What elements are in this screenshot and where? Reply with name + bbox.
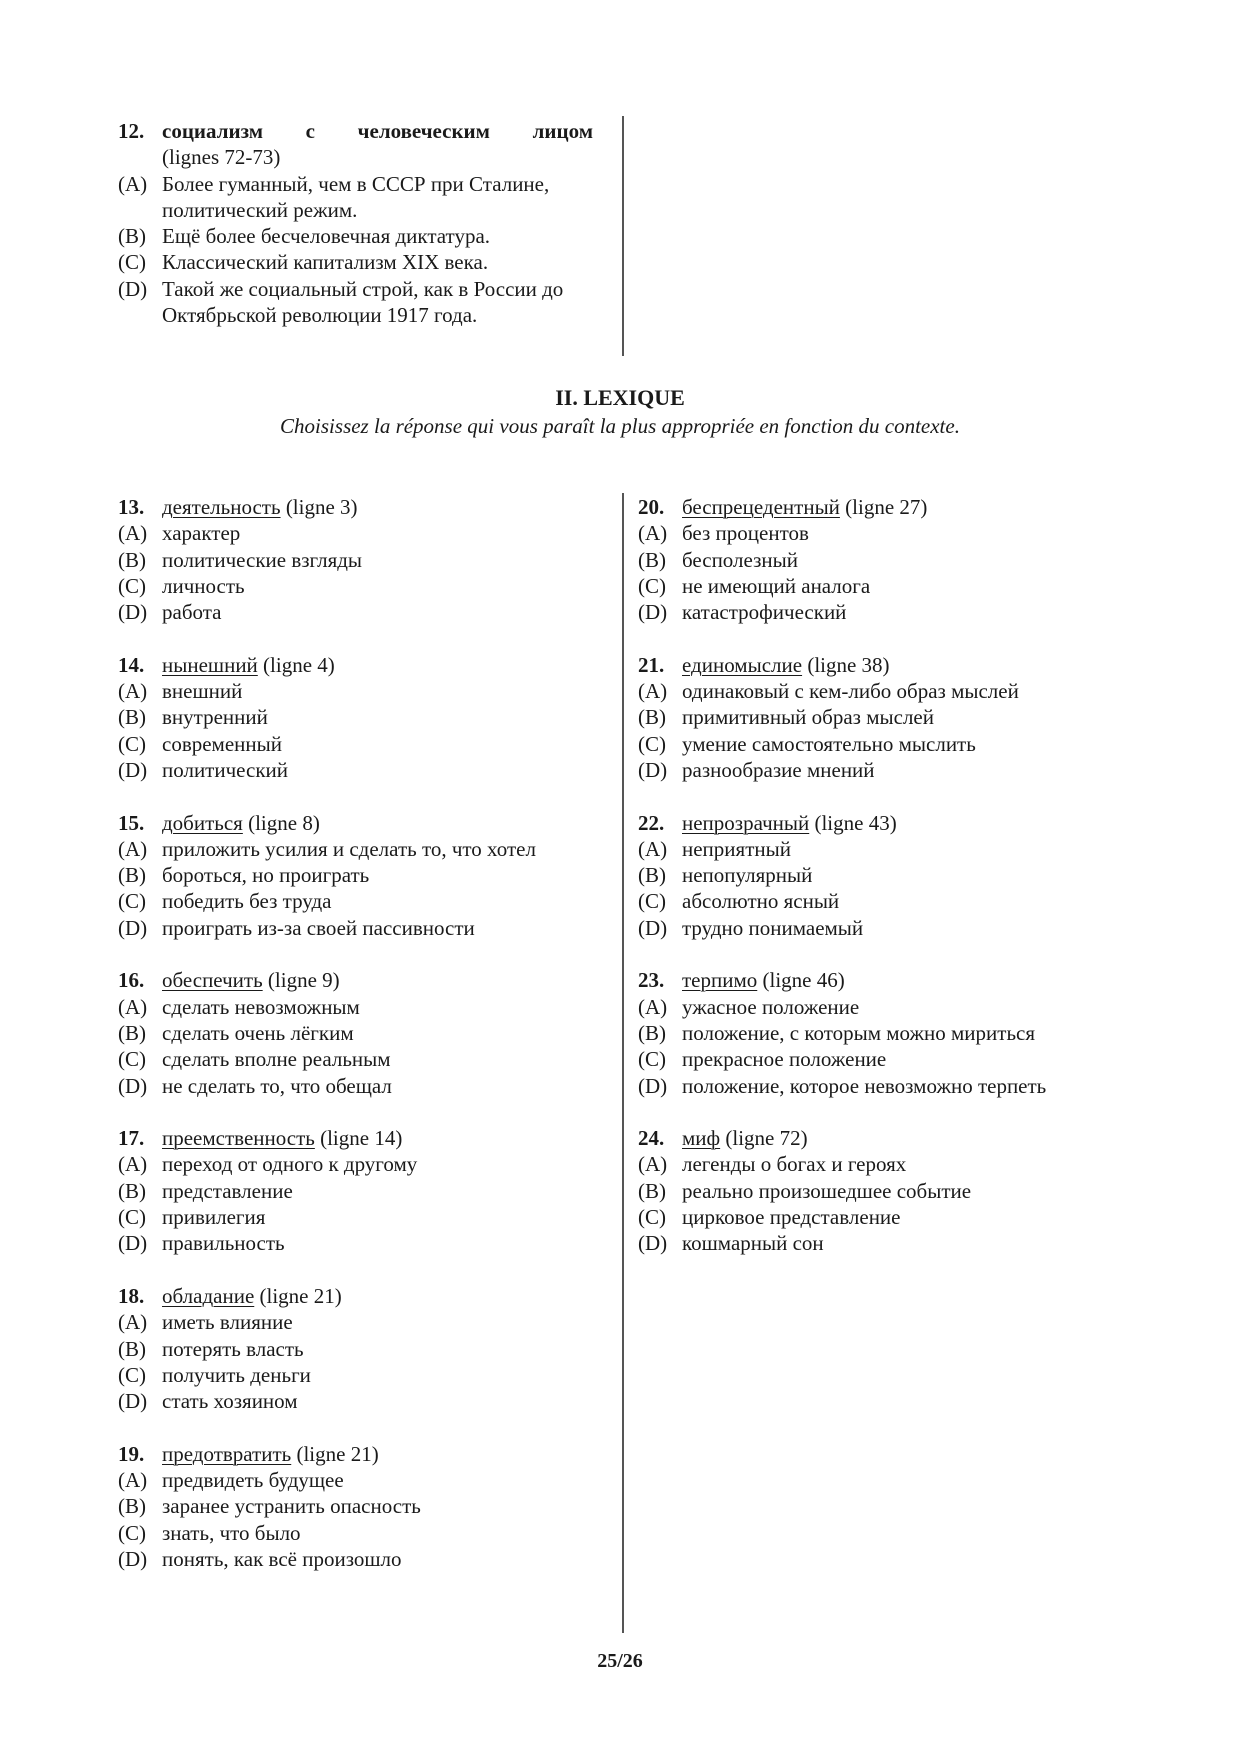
answer-option	[118, 1178, 608, 1204]
question-stem	[118, 494, 608, 520]
answer-option	[118, 862, 608, 888]
answer-option	[638, 1204, 1138, 1230]
question-stem	[638, 652, 1138, 678]
question-ref: (ligne 3)	[280, 495, 358, 519]
answer-option	[638, 862, 1138, 888]
question-block	[118, 967, 608, 1098]
option-label: (C)	[638, 1205, 666, 1230]
section-instruction: Choisissez la réponse qui vous paraît la plus appropriée en fonction du contexte.	[280, 414, 960, 438]
option-text: представление	[162, 1178, 293, 1203]
option-text: без процентов	[682, 521, 809, 546]
option-label: (C)	[638, 1047, 666, 1072]
answer-option	[118, 1493, 608, 1519]
option-label: (C)	[118, 573, 146, 598]
answer-option	[638, 704, 1138, 730]
question-term: беспрецедентный	[682, 495, 840, 519]
option-text: умение самостоятельно мыслить	[682, 731, 976, 756]
question-ref: (ligne 43)	[809, 810, 897, 835]
question-ref: (ligne 27)	[839, 495, 928, 519]
option-text: внутренний	[162, 705, 268, 730]
option-label: (D)	[118, 915, 148, 940]
option-text: политические взгляды	[162, 547, 363, 572]
option-text: легенды о богах и героях	[682, 1152, 907, 1177]
option-text: сделать вполне реальным	[162, 1047, 391, 1072]
option-text: переход от одного к другому	[162, 1152, 418, 1177]
answer-option	[118, 1520, 608, 1546]
option-text: не имеющий аналога	[682, 573, 871, 598]
option-text: не сделать то, что обещал	[162, 1073, 392, 1098]
question-number: 19.	[118, 1441, 145, 1466]
option-label: (B)	[118, 1178, 146, 1203]
option-c	[118, 249, 593, 275]
option-text: потерять власть	[162, 1336, 304, 1361]
answer-option	[118, 1467, 608, 1493]
option-text: ужасное положение	[682, 994, 860, 1019]
option-label: (B)	[638, 705, 666, 730]
option-text: Ещё более бесчеловечная диктатура.	[162, 224, 491, 249]
answer-option	[638, 757, 1138, 783]
option-text: положение, которое невозможно терпеть	[682, 1073, 1047, 1098]
option-label: (B)	[118, 863, 146, 888]
answer-option	[118, 547, 608, 573]
question-term: единомыслие	[682, 652, 803, 677]
question-stem	[638, 967, 1138, 993]
question-term: миф	[682, 1126, 721, 1151]
answer-option	[638, 836, 1138, 862]
question-ref: (ligne 8)	[242, 810, 320, 835]
option-text: примитивный образ мыслей	[682, 705, 934, 730]
answer-option	[118, 888, 608, 914]
option-text: цирковое представление	[682, 1205, 901, 1230]
question-stem	[118, 810, 608, 836]
answer-option	[638, 520, 1138, 546]
answer-option	[118, 1046, 608, 1072]
answer-option	[638, 1230, 1138, 1256]
question-block	[638, 810, 1138, 941]
option-text: трудно понимаемый	[682, 915, 864, 940]
question-ref: (ligne 38)	[802, 652, 890, 677]
question-number: 12.	[118, 119, 145, 143]
option-text: знать, что было	[162, 1520, 301, 1545]
question-term: преемственность	[162, 1126, 315, 1151]
answer-option	[638, 1073, 1138, 1099]
question-12-stem	[118, 118, 593, 171]
option-text: Более гуманный, чем в СССР при Сталине, политический режим.	[162, 171, 550, 222]
answer-option	[118, 1309, 608, 1335]
option-label: (A)	[638, 521, 668, 546]
option-text: современный	[162, 731, 282, 756]
option-label: (B)	[638, 1178, 666, 1203]
answer-option	[638, 599, 1138, 625]
option-label: (D)	[118, 1231, 148, 1256]
question-stem	[638, 1125, 1138, 1151]
option-label: (C)	[118, 731, 146, 756]
option-label: (D)	[118, 1073, 148, 1098]
option-label: (A)	[118, 1467, 148, 1492]
answer-option	[638, 573, 1138, 599]
question-number: 17.	[118, 1126, 145, 1151]
option-text: реально произошедшее событие	[682, 1178, 972, 1203]
option-label: (C)	[118, 1205, 146, 1230]
question-term: непрозрачный	[682, 810, 810, 835]
question-number: 23.	[638, 968, 665, 993]
option-text: получить деньги	[162, 1362, 311, 1387]
option-text: правильность	[162, 1231, 285, 1256]
answer-option	[118, 678, 608, 704]
option-label: (D)	[638, 757, 668, 782]
option-text: проиграть из-за своей пассивности	[162, 915, 475, 940]
option-label: (B)	[638, 863, 666, 888]
question-12	[118, 118, 593, 328]
right-column	[638, 494, 1138, 1283]
question-block	[638, 494, 1138, 625]
option-a	[118, 171, 593, 224]
option-text: Такой же социальный строй, как в России до Октябрьской революции 1917 года.	[162, 276, 564, 328]
answer-option	[118, 704, 608, 730]
answer-option	[638, 1046, 1138, 1072]
question-stem	[638, 810, 1138, 836]
option-text: стать хозяином	[162, 1389, 298, 1414]
option-text: прекрасное положение	[682, 1047, 887, 1072]
option-label: (D)	[638, 600, 668, 625]
question-ref: (lignes 72-73)	[162, 145, 281, 170]
question-ref: (ligne 46)	[757, 968, 845, 993]
left-column	[118, 494, 608, 1598]
answer-option	[118, 731, 608, 757]
option-label: (C)	[118, 1520, 146, 1545]
question-block	[118, 1441, 608, 1572]
answer-option	[118, 1546, 608, 1572]
answer-option	[118, 1151, 608, 1177]
option-label: (A)	[638, 994, 668, 1019]
question-number: 15.	[118, 810, 145, 835]
answer-option	[118, 836, 608, 862]
option-label: (C)	[638, 889, 666, 914]
question-block	[118, 810, 608, 941]
answer-option	[638, 731, 1138, 757]
question-block	[638, 967, 1138, 1098]
section-heading	[0, 384, 1240, 440]
question-number: 13.	[118, 495, 145, 519]
option-label: (D)	[638, 1073, 668, 1098]
answer-option	[118, 520, 608, 546]
option-label: (A)	[118, 1310, 148, 1335]
answer-option	[118, 1388, 608, 1414]
option-label: (A)	[118, 679, 148, 704]
question-stem	[118, 1283, 608, 1309]
option-label: (A)	[118, 836, 148, 861]
question-block	[118, 1125, 608, 1256]
option-label: (B)	[638, 1020, 666, 1045]
question-ref: (ligne 21)	[291, 1441, 379, 1466]
answer-option	[118, 573, 608, 599]
option-text: предвидеть будущее	[162, 1467, 344, 1492]
question-ref: (ligne 14)	[314, 1126, 403, 1151]
option-d	[118, 276, 593, 329]
option-text: заранее устранить опасность	[162, 1494, 421, 1519]
option-label: (D)	[118, 1546, 148, 1571]
question-number: 24.	[638, 1126, 665, 1151]
question-term: обеспечить	[162, 968, 263, 993]
option-label: (D)	[118, 600, 148, 625]
question-number: 22.	[638, 810, 665, 835]
option-label: (D)	[118, 757, 148, 782]
question-term: добиться	[162, 810, 243, 835]
option-label: (A)	[638, 836, 668, 861]
answer-option	[118, 915, 608, 941]
question-term: деятельность	[162, 495, 281, 519]
question-term: терпимо	[682, 968, 758, 993]
question-stem	[638, 494, 1138, 520]
option-text: одинаковый с кем-либо образ мыслей	[682, 679, 1019, 704]
option-label: (D)	[638, 1231, 668, 1256]
question-term: нынешний	[162, 652, 258, 677]
option-text: победить без труда	[162, 889, 332, 914]
question-number: 20.	[638, 495, 665, 519]
answer-option	[638, 994, 1138, 1020]
option-text: катастрофический	[682, 600, 847, 625]
option-label: (B)	[118, 547, 146, 572]
question-stem	[118, 967, 608, 993]
option-text: абсолютно ясный	[682, 889, 840, 914]
option-label: (A)	[638, 679, 668, 704]
option-text: понять, как всё произошло	[162, 1546, 402, 1571]
option-label: (C)	[638, 731, 666, 756]
answer-option	[118, 1230, 608, 1256]
option-label: (D)	[118, 1389, 148, 1414]
option-label: (C)	[118, 1047, 146, 1072]
option-label: (C)	[118, 1362, 146, 1387]
option-label: (A)	[118, 1152, 148, 1177]
answer-option	[638, 915, 1138, 941]
answer-option	[118, 1336, 608, 1362]
answer-option	[118, 1020, 608, 1046]
question-block	[118, 1283, 608, 1414]
answer-option	[118, 994, 608, 1020]
option-label: (B)	[118, 1020, 146, 1045]
answer-option	[118, 1073, 608, 1099]
question-ref: (ligne 9)	[262, 968, 340, 993]
option-text: работа	[162, 600, 222, 625]
answer-option	[118, 1204, 608, 1230]
option-text: иметь влияние	[162, 1310, 293, 1335]
option-text: бороться, но проиграть	[162, 863, 370, 888]
column-divider-top	[622, 116, 624, 356]
option-text: разнообразие мнений	[682, 757, 875, 782]
answer-option	[638, 547, 1138, 573]
question-term: предотвратить	[162, 1441, 292, 1466]
question-ref: (ligne 21)	[254, 1283, 342, 1308]
section-title: II. LEXIQUE	[555, 385, 685, 410]
question-term: обладание	[162, 1283, 255, 1308]
answer-option	[638, 1178, 1138, 1204]
question-stem	[118, 1125, 608, 1151]
option-label: (D)	[638, 915, 668, 940]
question-block	[638, 1125, 1138, 1256]
option-label: (B)	[118, 1336, 146, 1361]
question-stem	[118, 1441, 608, 1467]
option-text: внешний	[162, 679, 243, 704]
option-label: (B)	[118, 705, 146, 730]
answer-option	[638, 1020, 1138, 1046]
page-number: 25/26	[597, 1650, 643, 1672]
answer-option	[118, 599, 608, 625]
option-text: Классический капитализм XIX века.	[162, 250, 489, 275]
option-label: (A)	[118, 994, 148, 1019]
answer-option	[638, 1151, 1138, 1177]
option-label: (C)	[118, 889, 146, 914]
option-label: (B)	[118, 224, 146, 249]
answer-option	[118, 1362, 608, 1388]
option-label: (A)	[118, 171, 148, 196]
option-text: личность	[162, 573, 245, 598]
question-block	[118, 494, 608, 625]
question-number: 16.	[118, 968, 145, 993]
option-text: бесполезный	[682, 547, 798, 572]
option-text: политический	[162, 757, 288, 782]
option-text: кошмарный сон	[682, 1231, 824, 1256]
option-label: (B)	[118, 1494, 146, 1519]
answer-option	[638, 888, 1138, 914]
option-text: непопулярный	[682, 863, 813, 888]
column-divider-main	[622, 493, 624, 1633]
question-number: 14.	[118, 652, 145, 677]
option-b	[118, 223, 593, 249]
question-ref: (ligne 4)	[257, 652, 335, 677]
option-text: характер	[162, 521, 241, 546]
option-text: положение, с которым можно мириться	[682, 1020, 1036, 1045]
option-text: сделать невозможным	[162, 994, 360, 1019]
option-label: (C)	[118, 250, 146, 275]
option-label: (B)	[638, 547, 666, 572]
question-block	[638, 652, 1138, 783]
answer-option	[638, 678, 1138, 704]
option-label: (A)	[118, 521, 148, 546]
question-ref: (ligne 72)	[720, 1126, 808, 1151]
option-label: (C)	[638, 573, 666, 598]
option-text: сделать очень лёгким	[162, 1020, 354, 1045]
question-number: 21.	[638, 652, 665, 677]
question-term: социализм с человеческим лицом	[162, 119, 593, 143]
option-text: приложить усилия и сделать то, что хотел	[162, 836, 536, 861]
option-text: привилегия	[162, 1205, 266, 1230]
option-label: (A)	[638, 1152, 668, 1177]
option-label: (D)	[118, 276, 148, 301]
question-stem	[118, 652, 608, 678]
answer-option	[118, 757, 608, 783]
option-text: неприятный	[682, 836, 791, 861]
question-number: 18.	[118, 1283, 145, 1308]
question-block	[118, 652, 608, 783]
